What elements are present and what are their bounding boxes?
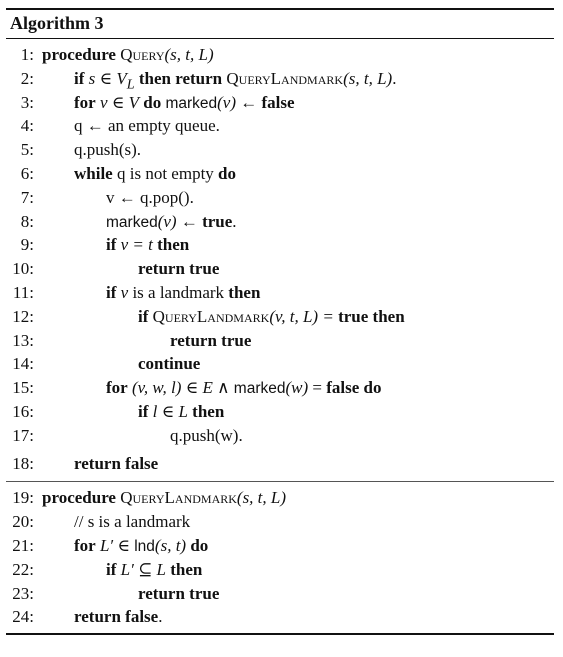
code-line: 22: if L′ ⊆ L then <box>6 558 554 582</box>
line-number: 18: <box>12 453 34 473</box>
line-number: 15: <box>12 378 34 398</box>
line-number: 14: <box>12 354 34 374</box>
procedure-name: Query <box>120 45 165 64</box>
line-number: 6: <box>20 163 34 183</box>
code-line: 4: q ← an empty queue. <box>6 114 554 138</box>
code-line: 24: return false. <box>6 605 554 629</box>
line-number: 10: <box>12 259 34 279</box>
code-line: 19: procedure QueryLandmark(s, t, L) <box>6 486 554 510</box>
code-line: 8: marked(v) ← true. <box>6 210 554 234</box>
code-line: 11: if v is a landmark then <box>6 281 554 305</box>
bottom-rule <box>6 633 554 635</box>
line-number: 24: <box>12 607 34 627</box>
line-number: 13: <box>12 330 34 350</box>
line-number: 5: <box>20 140 34 160</box>
line-number: 16: <box>12 401 34 421</box>
code-line: 15: for (v, w, l) ∈ E ∧ marked(w) = false do <box>6 376 554 400</box>
line-number: 1: <box>20 45 34 64</box>
code-line <box>6 510 554 534</box>
code-line: 5: q.push(s). <box>6 138 554 162</box>
keyword: procedure <box>42 45 116 64</box>
line-number: 8: <box>20 211 34 231</box>
line-number: 21: <box>12 535 34 555</box>
code-line: 9: if v = t then <box>6 233 554 257</box>
code-line: 14: continue <box>6 352 554 376</box>
procedure-name: QueryLandmark <box>120 488 237 508</box>
algorithm-box <box>6 8 554 635</box>
line-number: 22: <box>12 559 34 579</box>
comment: // s is a landmark <box>74 512 191 532</box>
code-line: 13: return true <box>6 329 554 353</box>
code-line: 21: for L′ ∈ lnd(s, t) do <box>6 534 554 558</box>
code-line: 1: procedure Query(s, t, L) <box>6 43 554 67</box>
line-number: 7: <box>20 187 34 207</box>
code-line: 16: if l ∈ L then <box>6 400 554 424</box>
line-number: 20: <box>12 512 34 532</box>
code-line: 10: return true <box>6 257 554 281</box>
code-line: 23: return true <box>6 582 554 606</box>
line-number: 2: <box>20 68 34 88</box>
code-line: 6: while q is not empty do <box>6 162 554 186</box>
line-number: 3: <box>20 92 34 112</box>
code-line: 12: if QueryLandmark(v, t, L) = true then <box>6 305 554 329</box>
algorithm-title: Algorithm 3 <box>10 13 104 33</box>
line-number: 23: <box>12 583 34 603</box>
code-line: 18: return false <box>6 452 554 476</box>
procedure-query-landmark-block <box>6 482 554 629</box>
line-number: 12: <box>12 306 34 326</box>
line-number: 11: <box>12 282 34 302</box>
code-line: 2: if s ∈ $V_L$ then return QueryLandmark(s, t, L). <box>6 67 554 91</box>
line-number: 4: <box>20 116 34 136</box>
procedure-query-block <box>6 39 554 475</box>
code-line: 3: for v ∈ V do marked(v) ← false <box>6 91 554 115</box>
code-line: 7: v ← q.pop(). <box>6 186 554 210</box>
line-number: 17: <box>12 425 34 445</box>
code-line: 17: q.push(w). <box>6 424 554 448</box>
line-number: 9: <box>20 235 34 255</box>
line-number: 19: <box>12 488 34 508</box>
